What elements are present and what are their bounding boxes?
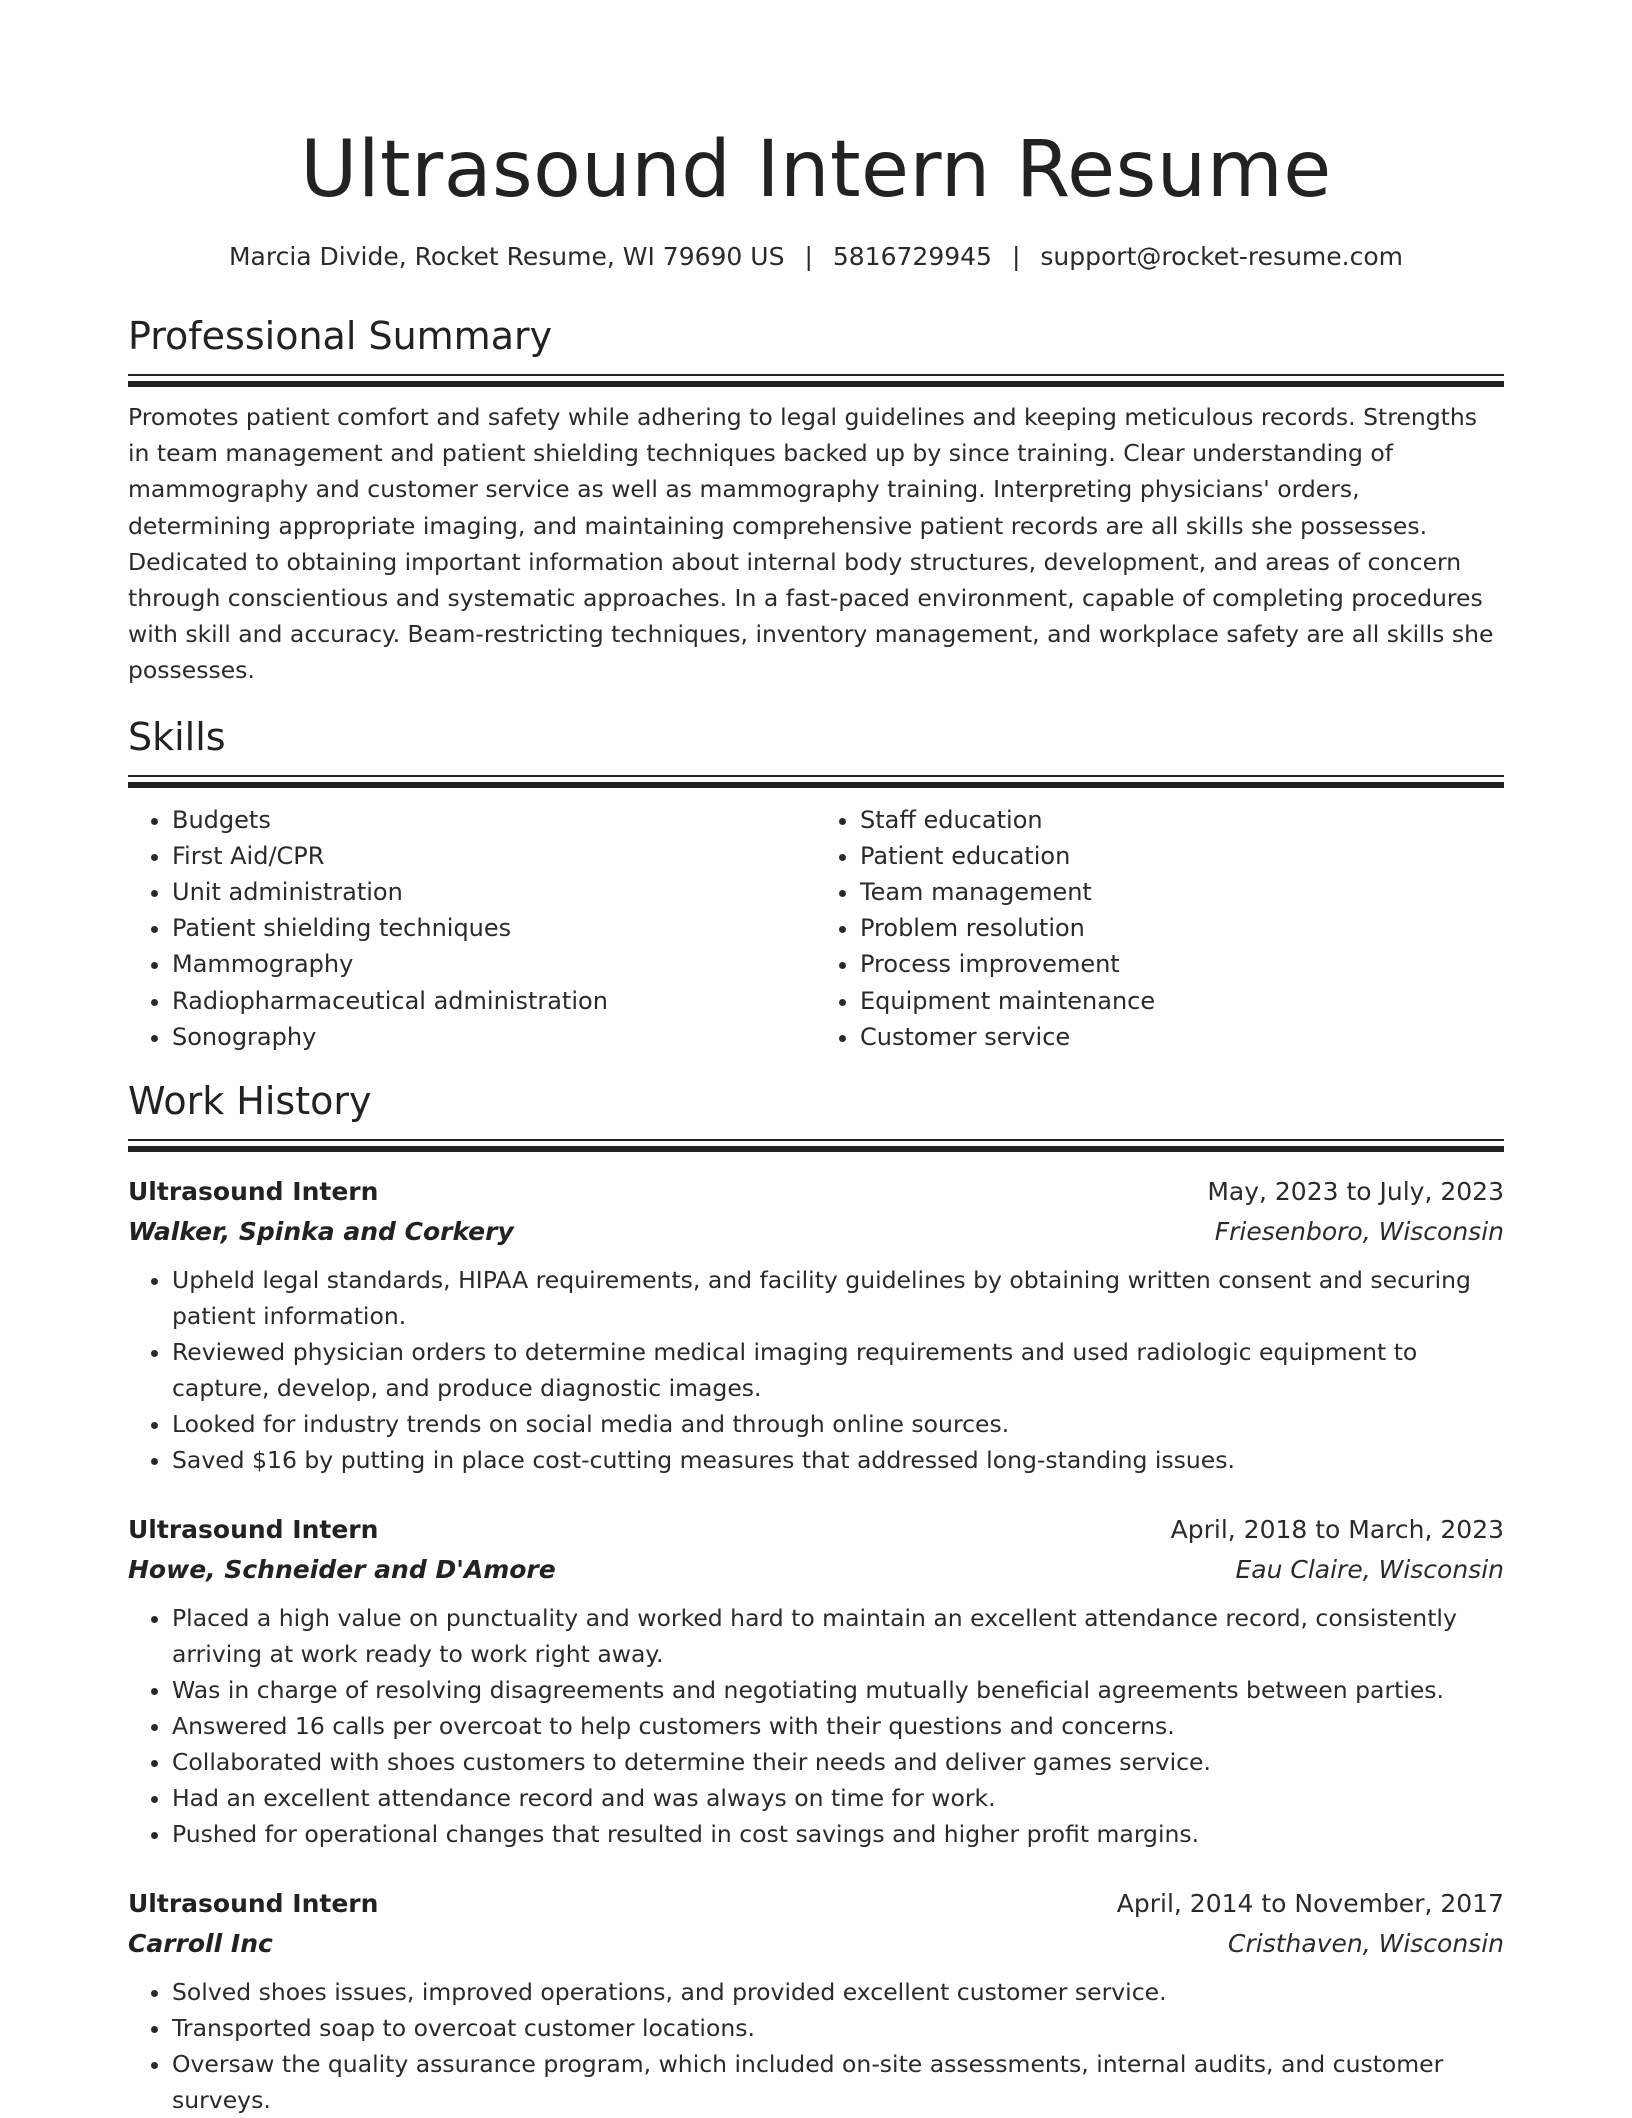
job-location: Eau Claire, Wisconsin <box>1235 1555 1504 1585</box>
skill-item: • Staff education <box>860 802 1504 838</box>
skill-item: • Sonography <box>172 1019 816 1055</box>
job-subheader-row <box>128 1924 1504 1964</box>
skill-item: • Problem resolution <box>860 910 1504 946</box>
job-entry <box>128 1884 1504 2118</box>
skill-item: • Patient shielding techniques <box>172 910 816 946</box>
job-dates: April, 2014 to November, 2017 <box>1116 1889 1504 1919</box>
job-company: Walker, Spinka and Corkery <box>128 1217 514 1247</box>
section-divider <box>128 1139 1504 1152</box>
job-bullets <box>128 1262 1504 1478</box>
resume-title: Ultrasound Intern Resume <box>300 125 1332 215</box>
job-header-row <box>128 1884 1504 1924</box>
job-bullet: • Answered 16 calls per overcoat to help customers with their questions and concerns. <box>172 1708 1504 1744</box>
job-bullet: • Transported soap to overcoat customer locations. <box>172 2010 1504 2046</box>
job-title: Ultrasound Intern <box>128 1177 379 1207</box>
job-header-row <box>128 1172 1504 1212</box>
contact-separator: | <box>804 242 813 271</box>
job-header-row <box>128 1510 1504 1550</box>
job-location: Cristhaven, Wisconsin <box>1228 1929 1504 1959</box>
section-heading-work: Work History <box>128 1079 372 1124</box>
job-subheader-row <box>128 1550 1504 1590</box>
job-bullet: • Collaborated with shoes customers to determine their needs and deliver games service. <box>172 1744 1504 1780</box>
job-bullet: • Saved $16 by putting in place cost-cutting measures that addressed long-standing issues. <box>172 1442 1504 1478</box>
job-subheader-row <box>128 1212 1504 1252</box>
job-entry <box>128 1172 1504 1478</box>
job-bullet: • Pushed for operational changes that resulted in cost savings and higher profit margins. <box>172 1816 1504 1852</box>
skills-list-right <box>816 802 1504 1055</box>
skills-section <box>128 713 1504 1055</box>
job-bullet: • Had an excellent attendance record and was always on time for work. <box>172 1780 1504 1816</box>
skill-item: • Customer service <box>860 1019 1504 1055</box>
section-heading-summary: Professional Summary <box>128 314 553 358</box>
job-bullets <box>128 1974 1504 2118</box>
job-bullets <box>128 1600 1504 1852</box>
job-bullet: • Reviewed physician orders to determine medical imaging requirements and used radiologic equipment to capture, develop, and produce diagnostic images. <box>172 1334 1504 1406</box>
skill-item: • Radiopharmaceutical administration <box>172 983 816 1019</box>
job-bullet: • Oversaw the quality assurance program, which included on-site assessments, internal audits, and customer surveys. <box>172 2046 1504 2118</box>
work-section <box>128 1077 1504 2118</box>
skill-item: • Mammography <box>172 946 816 982</box>
job-entry <box>128 1510 1504 1852</box>
summary-section <box>128 312 1504 689</box>
job-company: Howe, Schneider and D'Amore <box>128 1555 556 1585</box>
job-bullet: • Upheld legal standards, HIPAA requirements, and facility guidelines by obtaining written consent and securing patient information. <box>172 1262 1504 1334</box>
job-bullet: • Looked for industry trends on social media and through online sources. <box>172 1406 1504 1442</box>
job-title: Ultrasound Intern <box>128 1889 379 1919</box>
skill-item: • Team management <box>860 874 1504 910</box>
skill-item: • Patient education <box>860 838 1504 874</box>
job-location: Friesenboro, Wisconsin <box>1214 1217 1504 1247</box>
section-divider <box>128 775 1504 788</box>
contact-phone: 5816729945 <box>832 242 992 271</box>
job-title: Ultrasound Intern <box>128 1515 379 1545</box>
contact-line <box>128 240 1504 274</box>
summary-text: Promotes patient comfort and safety while adhering to legal guidelines and keeping meticulous records. Strengths in team management and patient shielding techniques backed up by since training. Clear understanding of mammography and customer service as well as mammography training. Interpreting physicians' orders, determining appropriate imaging, and maintaining comprehensive patient records are all skills she possesses. Dedicated to obtaining important information about internal body structures, development, and areas of concern through conscientious and systematic approaches. In a fast-paced environment, capable of completing procedures with skill and accuracy. Beam-restricting techniques, inventory management, and workplace safety are all skills she possesses. <box>128 403 1494 685</box>
skill-item: • Unit administration <box>172 874 816 910</box>
contact-email: support@rocket-resume.com <box>1040 242 1403 271</box>
skill-item: • Process improvement <box>860 946 1504 982</box>
skills-columns <box>128 802 1504 1055</box>
job-bullet: • Solved shoes issues, improved operations, and provided excellent customer service. <box>172 1974 1504 2010</box>
job-dates: May, 2023 to July, 2023 <box>1207 1177 1504 1207</box>
skills-list-left <box>128 802 816 1055</box>
skill-item: • Budgets <box>172 802 816 838</box>
job-bullet: • Was in charge of resolving disagreements and negotiating mutually beneficial agreements between parties. <box>172 1672 1504 1708</box>
job-company: Carroll Inc <box>128 1929 273 1959</box>
skill-item: • Equipment maintenance <box>860 983 1504 1019</box>
skill-item: • First Aid/CPR <box>172 838 816 874</box>
job-dates: April, 2018 to March, 2023 <box>1170 1515 1504 1545</box>
section-heading-skills: Skills <box>128 714 226 759</box>
contact-separator: | <box>1011 242 1021 271</box>
job-bullet: • Placed a high value on punctuality and worked hard to maintain an excellent attendance record, consistently arriving at work ready to work right away. <box>172 1600 1504 1672</box>
section-divider <box>128 374 1504 387</box>
contact-address: Marcia Divide, Rocket Resume, WI 79690 US <box>228 242 785 271</box>
